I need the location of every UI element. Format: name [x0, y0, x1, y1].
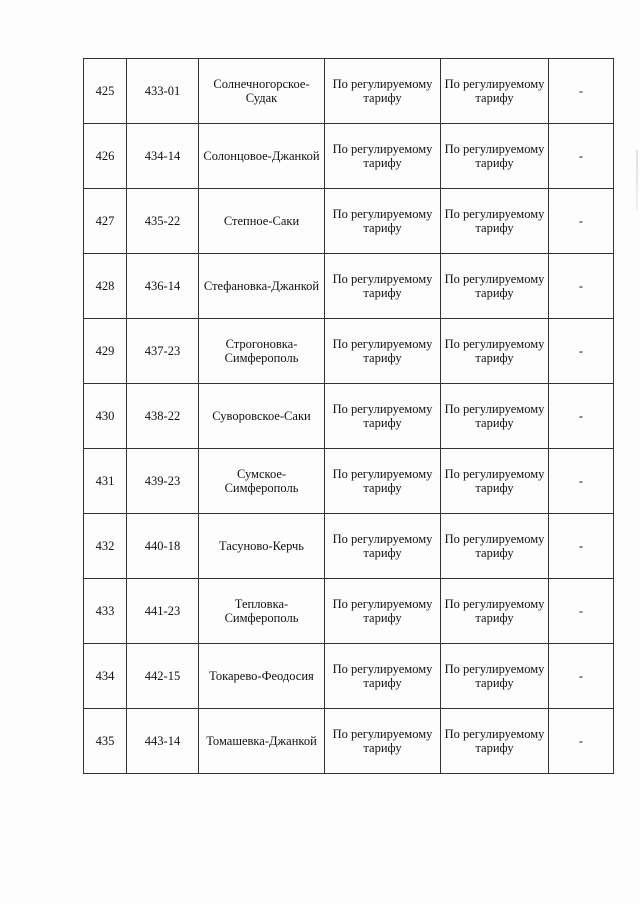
- row-number: 434: [84, 644, 127, 709]
- route-name: Степное-Саки: [199, 189, 325, 254]
- row-number: 430: [84, 384, 127, 449]
- extra-cell: -: [549, 449, 614, 514]
- route-code: 435-22: [127, 189, 199, 254]
- tariff-cell: По регулируемому тарифу: [325, 319, 441, 384]
- tariff-cell-secondary: По регулируемому тарифу: [441, 384, 549, 449]
- route-code: 437-23: [127, 319, 199, 384]
- table-row: [84, 124, 614, 189]
- route-name: Строгоновка-Симферополь: [199, 319, 325, 384]
- routes-table: [83, 58, 614, 774]
- route-name: Солонцовое-Джанкой: [199, 124, 325, 189]
- table-row: [84, 579, 614, 644]
- route-code: 442-15: [127, 644, 199, 709]
- row-number: 433: [84, 579, 127, 644]
- extra-cell: -: [549, 189, 614, 254]
- tariff-cell-secondary: По регулируемому тарифу: [441, 59, 549, 124]
- extra-cell: -: [549, 254, 614, 319]
- route-code: 438-22: [127, 384, 199, 449]
- route-name: Тасуново-Керчь: [199, 514, 325, 579]
- tariff-cell: По регулируемому тарифу: [325, 514, 441, 579]
- extra-cell: -: [549, 709, 614, 774]
- row-number: 429: [84, 319, 127, 384]
- tariff-cell: По регулируемому тарифу: [325, 644, 441, 709]
- route-name: Стефановка-Джанкой: [199, 254, 325, 319]
- route-name: Токарево-Феодосия: [199, 644, 325, 709]
- tariff-cell: По регулируемому тарифу: [325, 189, 441, 254]
- route-name: Сумское-Симферополь: [199, 449, 325, 514]
- route-name: Томашевка-Джанкой: [199, 709, 325, 774]
- tariff-cell: По регулируемому тарифу: [325, 579, 441, 644]
- route-code: 440-18: [127, 514, 199, 579]
- table-row: [84, 59, 614, 124]
- route-code: 434-14: [127, 124, 199, 189]
- row-number: 425: [84, 59, 127, 124]
- tariff-cell-secondary: По регулируемому тарифу: [441, 449, 549, 514]
- tariff-cell: По регулируемому тарифу: [325, 124, 441, 189]
- route-code: 439-23: [127, 449, 199, 514]
- tariff-cell-secondary: По регулируемому тарифу: [441, 124, 549, 189]
- tariff-cell: По регулируемому тарифу: [325, 254, 441, 319]
- tariff-cell: По регулируемому тарифу: [325, 449, 441, 514]
- table-row: [84, 254, 614, 319]
- route-code: 433-01: [127, 59, 199, 124]
- extra-cell: -: [549, 59, 614, 124]
- table-row: [84, 514, 614, 579]
- tariff-cell-secondary: По регулируемому тарифу: [441, 644, 549, 709]
- table-row: [84, 384, 614, 449]
- row-number: 428: [84, 254, 127, 319]
- route-name: Солнечногорское-Судак: [199, 59, 325, 124]
- tariff-cell: По регулируемому тарифу: [325, 709, 441, 774]
- extra-cell: -: [549, 514, 614, 579]
- route-code: 441-23: [127, 579, 199, 644]
- row-number: 426: [84, 124, 127, 189]
- scan-edge-mark: [636, 150, 638, 210]
- route-name: Тепловка-Симферополь: [199, 579, 325, 644]
- tariff-cell-secondary: По регулируемому тарифу: [441, 579, 549, 644]
- tariff-cell-secondary: По регулируемому тарифу: [441, 709, 549, 774]
- tariff-cell-secondary: По регулируемому тарифу: [441, 319, 549, 384]
- row-number: 427: [84, 189, 127, 254]
- extra-cell: -: [549, 579, 614, 644]
- table-row: [84, 449, 614, 514]
- table-row: [84, 189, 614, 254]
- tariff-cell: По регулируемому тарифу: [325, 384, 441, 449]
- table-row: [84, 709, 614, 774]
- row-number: 435: [84, 709, 127, 774]
- route-code: 436-14: [127, 254, 199, 319]
- table-row: [84, 644, 614, 709]
- extra-cell: -: [549, 644, 614, 709]
- tariff-cell-secondary: По регулируемому тарифу: [441, 254, 549, 319]
- extra-cell: -: [549, 319, 614, 384]
- route-name: Суворовское-Саки: [199, 384, 325, 449]
- tariff-cell: По регулируемому тарифу: [325, 59, 441, 124]
- extra-cell: -: [549, 384, 614, 449]
- tariff-cell-secondary: По регулируемому тарифу: [441, 514, 549, 579]
- extra-cell: -: [549, 124, 614, 189]
- row-number: 431: [84, 449, 127, 514]
- route-code: 443-14: [127, 709, 199, 774]
- tariff-cell-secondary: По регулируемому тарифу: [441, 189, 549, 254]
- row-number: 432: [84, 514, 127, 579]
- table-row: [84, 319, 614, 384]
